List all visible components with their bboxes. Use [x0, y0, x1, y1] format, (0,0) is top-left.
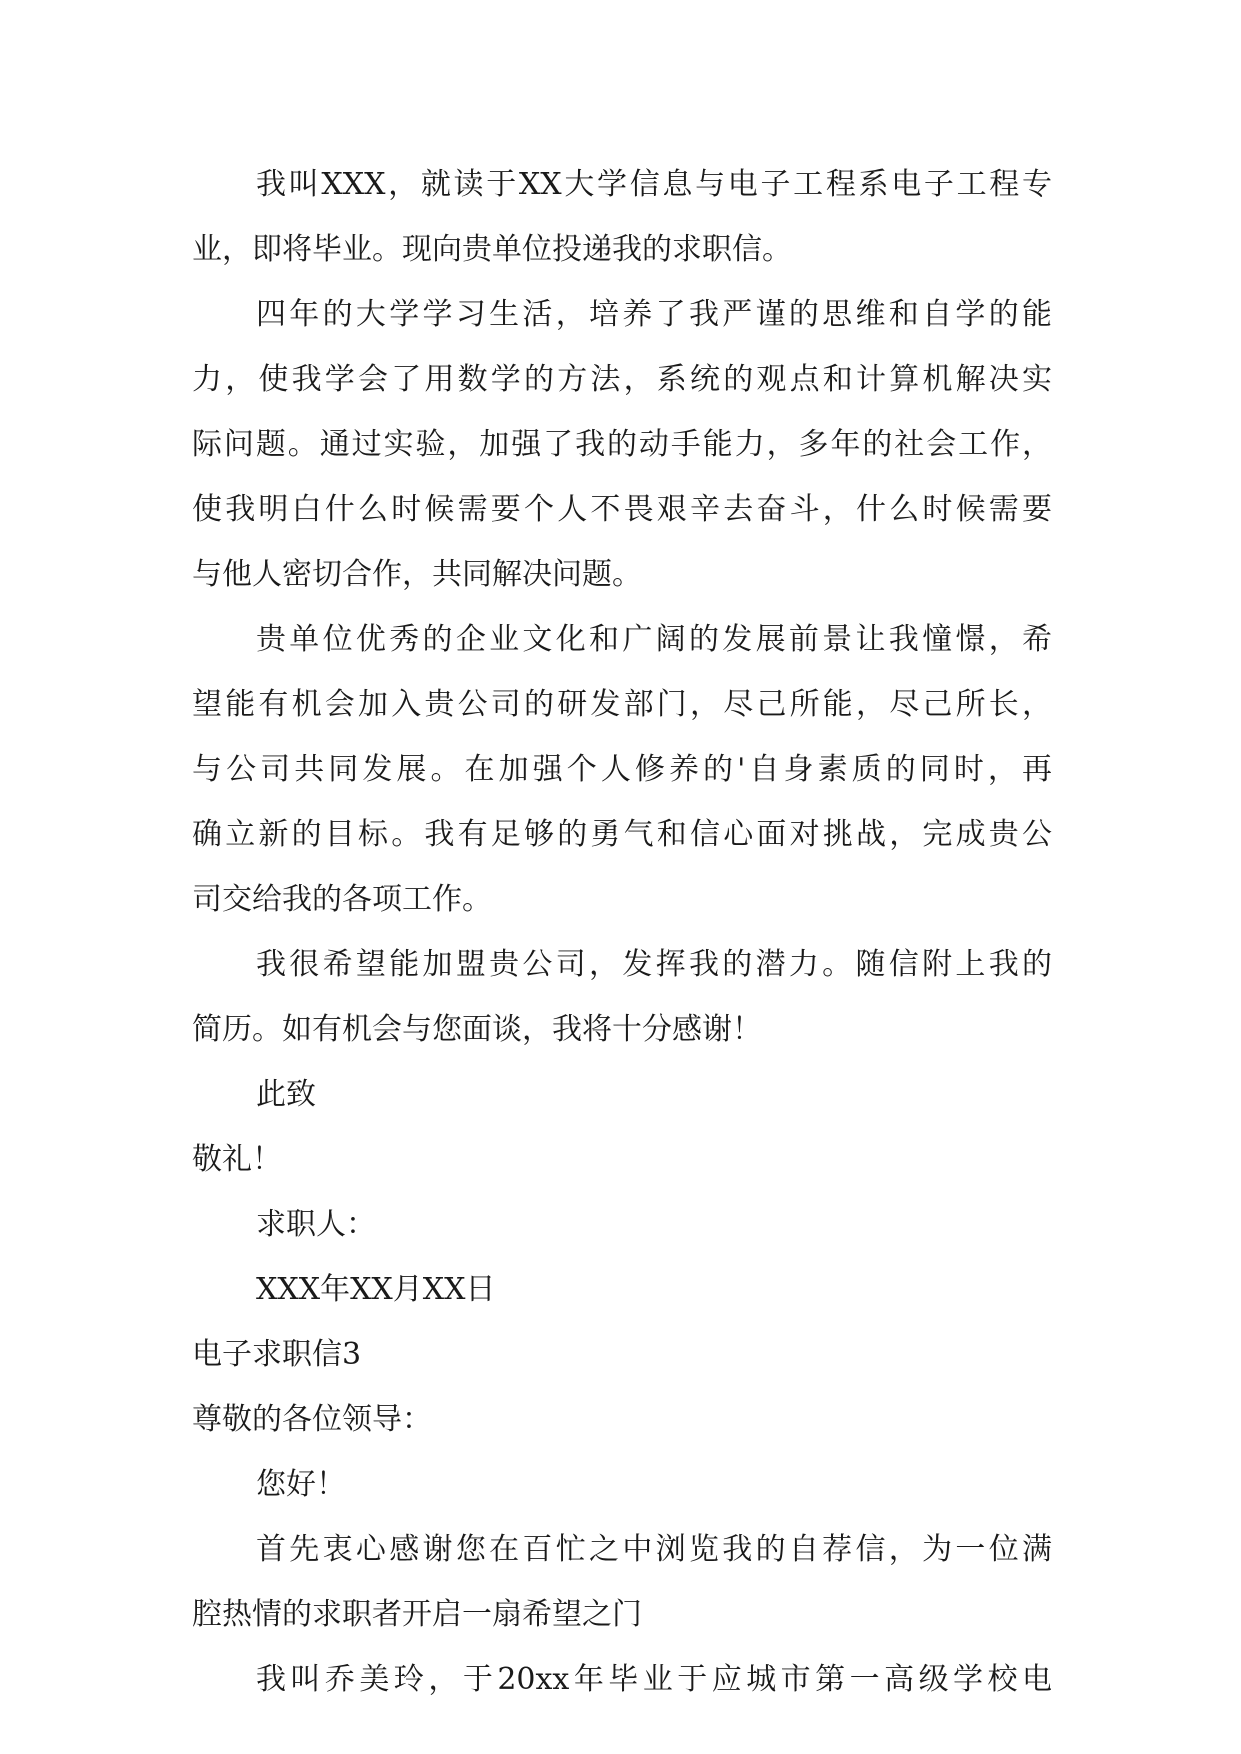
- paragraph-line: 业，即将毕业。现向贵单位投递我的求职信。: [192, 232, 792, 267]
- closing-regards: 敬礼！: [192, 1142, 282, 1177]
- paragraph-line: 我叫乔美玲，于20xx年毕业于应城市第一高级学校电: [256, 1662, 1052, 1697]
- paragraph-line: 四年的大学学习生活，培养了我严谨的思维和自学的能: [256, 297, 1052, 332]
- closing-salutation: 此致: [256, 1077, 316, 1112]
- paragraph-line: 际问题。通过实验，加强了我的动手能力，多年的社会工作，: [192, 427, 1052, 462]
- letter-body: [192, 152, 1052, 1712]
- paragraph-line: 确立新的目标。我有足够的勇气和信心面对挑战，完成贵公: [192, 817, 1052, 852]
- paragraph-line: 与他人密切合作，共同解决问题。: [192, 557, 642, 592]
- paragraph-line: 望能有机会加入贵公司的研发部门，尽己所能，尽己所长，: [192, 687, 1052, 722]
- greeting: 您好！: [256, 1467, 346, 1502]
- signature-date: XXX年XX月XX日: [256, 1272, 496, 1307]
- paragraph-line: 简历。如有机会与您面谈，我将十分感谢！: [192, 1012, 762, 1047]
- section-heading: 电子求职信3: [192, 1337, 362, 1372]
- paragraph-line: 贵单位优秀的企业文化和广阔的发展前景让我憧憬，希: [256, 622, 1052, 657]
- paragraph-line: 我叫XXX，就读于XX大学信息与电子工程系电子工程专: [256, 167, 1052, 202]
- paragraph-line: 我很希望能加盟贵公司，发挥我的潜力。随信附上我的: [256, 947, 1052, 982]
- letter-salutation: 尊敬的各位领导：: [192, 1402, 432, 1437]
- paragraph-line: 力，使我学会了用数学的方法，系统的观点和计算机解决实: [192, 362, 1052, 397]
- paragraph-line: 与公司共同发展。在加强个人修养的'自身素质的同时，再: [192, 752, 1052, 787]
- paragraph-line: 首先衷心感谢您在百忙之中浏览我的自荐信，为一位满: [256, 1532, 1052, 1567]
- signature-label: 求职人：: [256, 1207, 376, 1242]
- paragraph-line: 使我明白什么时候需要个人不畏艰辛去奋斗，什么时候需要: [192, 492, 1052, 527]
- paragraph-line: 腔热情的求职者开启一扇希望之门: [192, 1597, 642, 1632]
- paragraph-line: 司交给我的各项工作。: [192, 882, 492, 917]
